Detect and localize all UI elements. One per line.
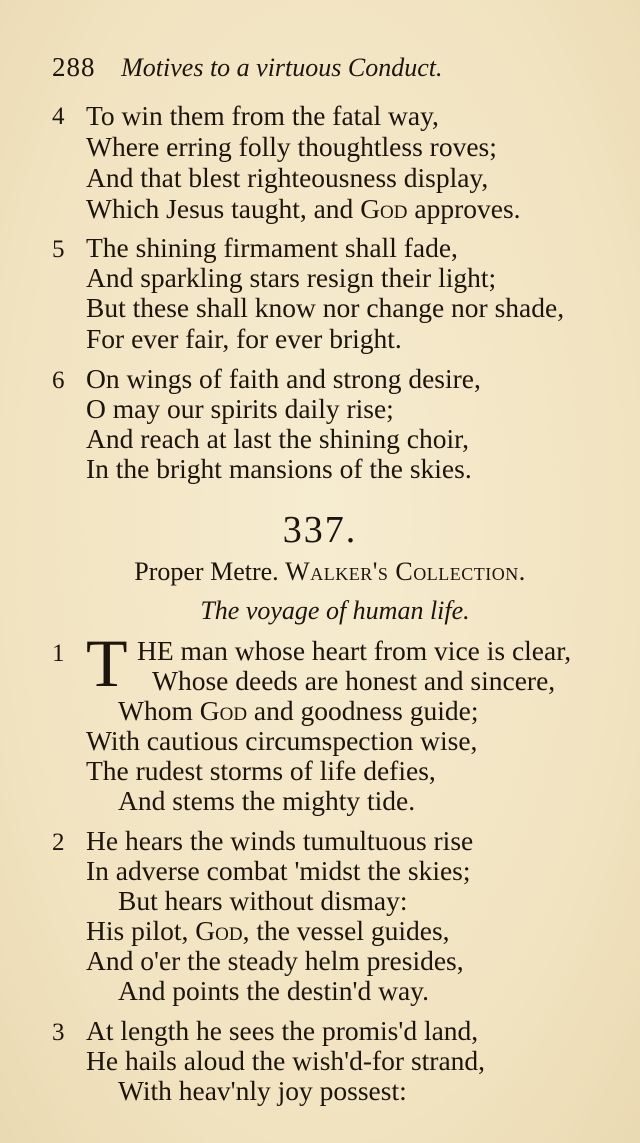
hymn-title: The voyage of human life.: [200, 596, 470, 625]
verse-line: Where erring folly thoughtless roves;: [86, 131, 497, 162]
hymn-number: 337.: [282, 509, 358, 551]
stanza-number: 2: [52, 829, 65, 856]
verse-line: And sparkling stars resign their light;: [86, 262, 497, 293]
verse-line: Whose deeds are honest and sincere,: [152, 665, 556, 696]
verse-line: For ever fair, for ever bright.: [86, 323, 402, 354]
verse-line: The shining firmament shall fade,: [86, 232, 458, 263]
verse-line: In adverse combat 'midst the skies;: [86, 855, 471, 886]
running-title: Motives to a virtuous Conduct.: [121, 53, 443, 82]
drop-cap: T: [86, 625, 128, 701]
verse-line: His pilot, God, the vessel guides,: [86, 915, 450, 946]
verse-line: At length he sees the promis'd land,: [86, 1015, 479, 1046]
verse-line: In the bright mansions of the skies.: [86, 453, 472, 484]
verse-line: HE man whose heart from vice is clear,: [137, 635, 572, 666]
stanza-number: 5: [52, 236, 65, 263]
verse-line: He hears the winds tumultuous rise: [86, 825, 474, 856]
verse-line: With heav'nly joy possest:: [118, 1075, 407, 1106]
stanza-number: 1: [52, 640, 65, 667]
verse-line: To win them from the fatal way,: [86, 100, 439, 131]
stanza-number: 6: [52, 367, 65, 394]
verse-line: Which Jesus taught, and God approves.: [86, 193, 521, 224]
verse-line: And stems the mighty tide.: [118, 785, 416, 816]
hymn-collection: Walker's Collection.: [285, 557, 526, 586]
verse-line: On wings of faith and strong desire,: [86, 363, 481, 394]
verse-line: And points the destin'd way.: [118, 975, 429, 1006]
verse-line: But these shall know nor change nor shade,: [86, 292, 565, 323]
verse-line: And o'er the steady helm presides,: [86, 945, 464, 976]
hymn-metre-line: [0, 557, 640, 587]
verse-line: Whom God and goodness guide;: [118, 695, 479, 726]
stanza-number: 4: [52, 103, 65, 130]
verse-line: O may our spirits daily rise;: [86, 393, 394, 424]
verse-line: He hails aloud the wish'd-for strand,: [86, 1045, 486, 1076]
verse-line: But hears without dismay:: [118, 885, 408, 916]
page-header: [52, 52, 443, 83]
verse-line: The rudest storms of life defies,: [86, 755, 436, 786]
verse-line: And that blest righteousness display,: [86, 162, 489, 193]
verse-line: With cautious circumspection wise,: [86, 725, 478, 756]
stanza-number: 3: [52, 1019, 65, 1046]
page-number: 288: [52, 52, 96, 82]
verse-line: And reach at last the shining choir,: [86, 423, 470, 454]
hymn-metre: Proper Metre.: [134, 557, 279, 586]
